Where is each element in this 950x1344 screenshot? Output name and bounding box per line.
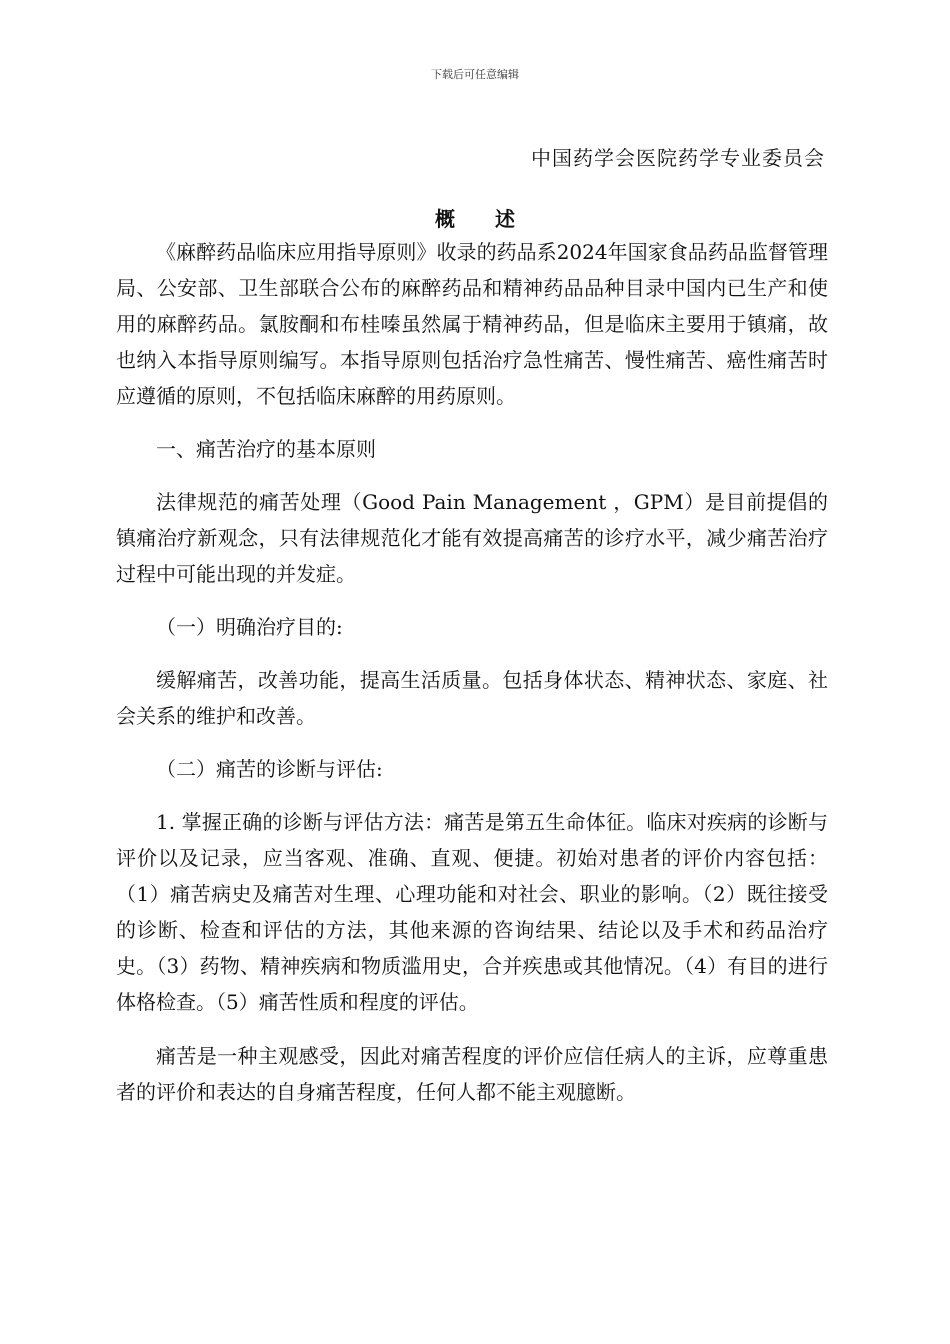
item1-paragraph: 1. 掌握正确的诊断与评估方法：痛苦是第五生命体征。临床对疾病的诊断与评价以及记录，应当客观、准确、直观、便捷。初始对患者的评价内容包括：（1）痛苦病史及痛苦对生理、心理功能和对社会、职业的影响。（2）既往接受的诊断、检查和评估的方法，其他来源的咨询结果、结论以及手术和药品治疗史。（3）药物、精神疾病和物质滥用史，合并疾患或其他情况。（4）有目的进行体格检查。（5）痛苦性质和程度的评估。 [116, 810, 828, 1014]
organization-name: 中国药学会医院药学专业委员会 [531, 146, 825, 170]
subjective-paragraph: 痛苦是一种主观感受，因此对痛苦程度的评价应信任病人的主诉，应尊重患者的评价和表达的自身痛苦程度，任何人都不能主观臆断。 [116, 1044, 828, 1104]
header-note: 下载后可任意编辑 [431, 68, 519, 81]
sub1-paragraph: 缓解痛苦，改善功能，提高生活质量。包括身体状态、精神状态、家庭、社会关系的维护和改善。 [116, 668, 828, 728]
document-body [116, 234, 828, 1110]
intro-paragraph: 《麻醉药品临床应用指导原则》收录的药品系2024年国家食品药品监督管理局、公安部、卫生部联合公布的麻醉药品和精神药品品种目录中国内已生产和使用的麻醉药品。氯胺酮和布桂嗪虽然属于精神药品，但是临床主要用于镇痛，故也纳入本指导原则编写。本指导原则包括治疗急性痛苦、慢性痛苦、癌性痛苦时应遵循的原则，不包括临床麻醉的用药原则。 [116, 240, 828, 408]
sub2-heading: （二）痛苦的诊断与评估: [156, 757, 383, 781]
section1-heading: 一、痛苦治疗的基本原则 [156, 437, 376, 461]
sub1-heading: （一）明确治疗目的: [156, 615, 343, 639]
gpm-paragraph: 法律规范的痛苦处理（Good Pain Management ，GPM）是目前提倡的镇痛治疗新观念，只有法律规范化才能有效提高痛苦的诊疗水平，减少痛苦治疗过程中可能出现的并发症。 [116, 490, 828, 586]
section-title: 概述 [435, 207, 555, 231]
